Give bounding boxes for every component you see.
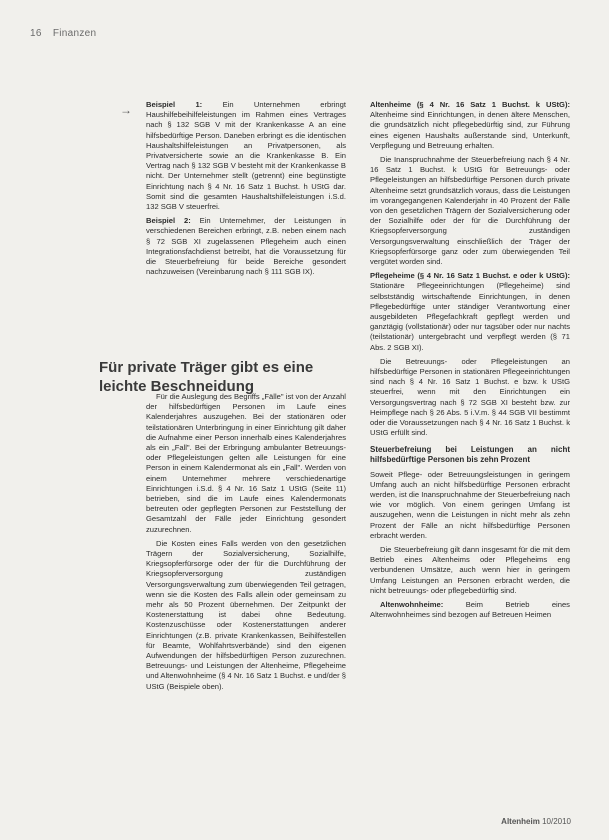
body-text: Die Inanspruchnahme der Steuerbefreiung nach § 4 Nr. 16 Satz 1 Buchst. k UStG für Betreuungs- oder Pflegeleistungen an hilfsbedürftige Personen durch private Altenheime setzt grundsätzlich voraus, dass die Leistungen im vorangegangenen Kalenderjahr in 40 Prozent der Fälle von den gesetzlichen Trägern der Sozialversicherung oder der Sozialhilfe oder der für die Durchführung der Kriegsopferversorgung zuständigen Versorgungsverwaltung einschließlich der Träger der Kriegsopferfürsorge ganz oder zum überwiegenden Teil vergütet worden sind. xyxy=(370,155,570,267)
body-paragraph xyxy=(370,155,570,267)
altenwohnheime-text: Beim Betrieb eines Altenwohnheimes sind bezogen auf Betreuen Heimen xyxy=(370,599,570,620)
article-headline: Für private Träger gibt es eine leichte Beschneidung xyxy=(99,359,314,396)
example-1-text: Ein Unternehmen erbringt Haushilfebeihilfeleistungen im Rahmen eines Vertrages nach § 132 SGB V mit der Krankenkasse A an eine hilfsbedürftige Person. Daneben erbringt es die identischen Haushaltshilfeleistungen an Privatpersonen, als Privatversicherte sowie an die Krankenkasse B. Ein Vertrag nach § 132 SGB V besteht mit der Krankenkasse B nicht. Der Unternehmer stellt (getrennt) eine begünstigte Einrichtung nach § 4 Nr. 16 Satz 1 Buchst. h UStG dar. Somit sind die gesamten Haushaltshilfeleistungen i.S.d. 132 SGB V steuerfrei. xyxy=(146,100,346,212)
body-text: Die Betreuungs- oder Pflegeleistungen an hilfsbedürftige Personen in stationären Pflegeeinrichtungen sind nach § 4 Nr. 16 Satz 1 Buchst. e bzw. k UStG steuerfrei, wenn mit den Einrichtungen ein Versorgungsvertrag nach § 72 SGB XI besteht bzw. zur Heimpflege nach § 26 Abs. 5 i.V.m. § 44 SGB VII bestimmt oder die Voraussetzungen nach § 4 Nr. 16 Satz 1 Buchst. k UStG erfüllt sind. xyxy=(370,356,570,438)
altenheime-text: Altenheime sind Einrichtungen, in denen ältere Menschen, die grundsätzlich nicht pflegebedürftig sind, zur Führung eines eigenen Haushalts außerstande sind, Unterkunft, Verpflegung und Betreuung erhalten. xyxy=(370,110,570,150)
section-title: Finanzen xyxy=(52,28,97,39)
page-number: 16 xyxy=(30,28,42,39)
pflegeheime-lead: Pflegeheime (§ 4 Nr. 16 Satz 1 Buchst. e oder k UStG): xyxy=(370,271,570,281)
altenheime-paragraph xyxy=(370,100,570,151)
pflegeheime-text: Stationäre Pflegeeinrichtungen (Pflegeheime) sind selbstständig wirtschaftende Einrichtungen, in denen Pflegebedürftige unter ständiger Verantwortung einer ausgebildeten Pflegefachkraft gepflegt werden und ganztägig (vollstationär) oder nur tagsüber oder nur nachts (teilstationär) untergebracht und verpflegt werden (§ 71 Abs. 2 SGB XI). xyxy=(370,281,570,352)
body-text: Soweit Pflege- oder Betreuungsleistungen in geringem Umfang auch an nicht hilfsbedürftige Personen erbracht werden, ist die Inanspruchnahme der Steuerbefreiung nach wie vor möglich. Von einem geringen Umfang ist auszugehen, wenn die Leistungen in nicht mehr als zehn Prozent der Fälle an nicht hilfsbedürftige Personen erbracht werden. xyxy=(370,469,570,540)
altenheime-lead: Altenheime (§ 4 Nr. 16 Satz 1 Buchst. k UStG): xyxy=(370,100,570,109)
left-column-top xyxy=(146,100,346,281)
body-text: Die Steuerbefreiung gilt dann insgesamt für die mit dem Betrieb eines Altenheims oder Pflegeheims eng verbundenen Umsätze, auch wenn hier in geringem Umfang Leistungen an Personen erbracht werden, die nicht betreuungs- oder pflegebedürftig sind. xyxy=(370,544,570,595)
page-header xyxy=(30,28,96,39)
example-1-lead: Beispiel 1: xyxy=(146,100,203,109)
altenwohnheime-paragraph xyxy=(370,600,570,620)
example-1-paragraph xyxy=(146,100,346,212)
pflegeheime-paragraph xyxy=(370,271,570,353)
body-paragraph: Für die Auslegung des Begriffs „Fälle" ist von der Anzahl der hilfsbedürftigen Personen im Laufe eines Kalenderjahres auszugehen. Bei der stationären oder teilstationären Unterbringung in einer Einrichtung gilt daher die Aufnahme einer Person innerhalb eines Kalenderjahres als ein „Fall". Bei der Erbringung ambulanter Betreuungs- oder Pflegeleistungen gelten alle Leistungen für eine Person in einem Kalendermonat als ein „Fall". Werden von einem Unternehmer mehrere verschiedenartige Einrichtungen i.S.d. § 4 Nr. 16 Satz 1 UStG (Seite 11) betrieben, sind die im Laufe eines Kalendermonats betreuten oder gepflegten Personen zur Feststellung der Gesamtzahl der Fälle jeder Einrichtung gesondert zuzurechnen. xyxy=(146,392,346,534)
body-paragraph: Die Kosten eines Falls werden von den gesetzlichen Trägern der Sozialversicherung, Sozialhilfe, Kriegsopferfürsorge oder der für die Durchführung der Kriegsopferversorgung zuständigen Versorgungsverwaltung zum überwiegenden Teil getragen, wenn sie die Kosten des Falls allein oder gemeinsam zu mehr als 50 Prozent übernehmen. Der Zeitpunkt der Kostenerstattung ist dabei ohne Bedeutung. Kostenzuschüsse oder Kostenerstattungen anderer Einrichtungen (z.B. private Krankenkassen, Beihilfestellen für Beamte, Wohlfahrtsverbände) sind den eigenen Aufwendungen der hilfsbedürftigen Person zuzurechnen. Betreuungs- und Leistungen der Altenheime, Pflegeheime und Altenwohnheime (§ 4 Nr. 16 Satz 1 Buchst. e und/der § UStG (Beispiele oben). xyxy=(146,538,346,691)
altenwohnheime-lead: Altenwohnheime: xyxy=(380,599,444,609)
issue-number: 10/2010 xyxy=(542,817,571,826)
page-footer xyxy=(501,817,571,826)
example-2-lead: Beispiel 2: xyxy=(146,216,191,226)
arrow-right-icon: → xyxy=(120,103,132,117)
body-paragraph xyxy=(370,545,570,596)
example-2-text: Ein Unternehmer, der Leistungen in verschiedenen Bereichen erbringt, z.B. neben einem nach § 72 SGB XI zugelassenen Pflegeheim auch einen Integrationsfachdienst betreibt, hat die Voraussetzung für die Steuerbefreiung für beide Bereiche gesondert nachzuweisen (Vereinbarung nach § 111 SGB IX). xyxy=(146,216,347,277)
left-column-bottom xyxy=(146,392,346,696)
example-2-paragraph xyxy=(146,216,346,277)
magazine-brand: Altenheim xyxy=(501,817,540,826)
body-paragraph xyxy=(370,470,570,541)
body-paragraph xyxy=(370,357,570,439)
right-subheading: Steuerbefreiung bei Leistungen an nicht hilfsbedürftige Personen bis zehn Prozent xyxy=(370,444,570,464)
right-column xyxy=(370,100,570,624)
